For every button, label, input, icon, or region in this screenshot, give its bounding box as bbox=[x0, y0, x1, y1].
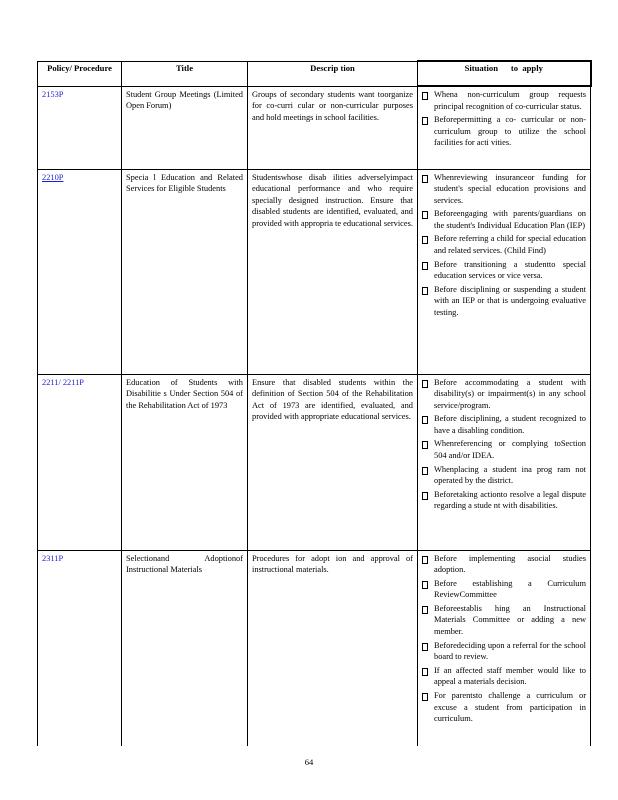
policy-id: 2211/ 2211P bbox=[38, 374, 122, 550]
situation-item: Beforeestablis hing an Instructional Materials Committee or adding a new member. bbox=[422, 603, 586, 638]
policy-situations bbox=[418, 86, 591, 169]
table-row bbox=[38, 169, 591, 374]
policy-title: Student Group Meetings (Limited Open Forum) bbox=[122, 86, 248, 169]
situation-item: Before transitioning a studentto special education services or vice versa. bbox=[422, 259, 586, 282]
checkbox-bullet-icon bbox=[422, 262, 428, 270]
policy-description: Studentswhose disab ilities adverselyimpact educational performance and who require specially designed instruction. Ensure that disabled students are identified, evaluated, and provided with appropria te educational services. bbox=[248, 169, 418, 374]
situation-item: Before disciplining, a student recognized to have a disabling condition. bbox=[422, 413, 586, 436]
checkbox-bullet-icon bbox=[422, 211, 428, 219]
situation-item: Whena non-curriculum group requests principal recognition of co-curricular status. bbox=[422, 89, 586, 112]
header-description: Descrip tion bbox=[248, 61, 418, 86]
situation-item: Before accommodating a student with disability(s) or impairment(s) in any school service/program. bbox=[422, 377, 586, 412]
header-situation: Situation to apply bbox=[418, 61, 591, 86]
checkbox-bullet-icon bbox=[422, 693, 428, 701]
policy-title: Specia l Education and Related Services for Eligible Students bbox=[122, 169, 248, 374]
checkbox-bullet-icon bbox=[422, 175, 428, 183]
checkbox-bullet-icon bbox=[422, 467, 428, 475]
situation-item: Before referring a child for special education and related services. (Child Find) bbox=[422, 233, 586, 256]
page-number: 64 bbox=[304, 757, 314, 767]
header-title: Title bbox=[122, 61, 248, 86]
policy-situations bbox=[418, 169, 591, 374]
table-row bbox=[38, 374, 591, 550]
checkbox-bullet-icon bbox=[422, 287, 428, 295]
situation-item: Whenreferencing or complying toSection 504 and/or IDEA. bbox=[422, 438, 586, 461]
checkbox-bullet-icon bbox=[422, 380, 428, 388]
situation-item: Before implementing asocial studies adoption. bbox=[422, 553, 586, 576]
situation-item: Whenplacing a student ina prog ram not operated by the district. bbox=[422, 464, 586, 487]
checkbox-bullet-icon bbox=[422, 416, 428, 424]
policy-title: Selectionand Adoptionof Instructional Materials bbox=[122, 550, 248, 746]
policy-link[interactable]: 2210P bbox=[42, 172, 64, 182]
situation-item: Before establishing a Curriculum ReviewCommittee bbox=[422, 578, 586, 601]
situation-item: Before disciplining or suspending a student with an IEP or that is undergoing evaluative testing. bbox=[422, 284, 586, 319]
table-row bbox=[38, 550, 591, 746]
policy-description: Ensure that disabled students within the definition of Section 504 of the Rehabilitation Act of 1973 are identified, evaluated, and provided with appropriate educational services. bbox=[248, 374, 418, 550]
policy-description: Procedures for adopt ion and approval of instructional materials. bbox=[248, 550, 418, 746]
checkbox-bullet-icon bbox=[422, 92, 428, 100]
policy-id: 2311P bbox=[38, 550, 122, 746]
checkbox-bullet-icon bbox=[422, 236, 428, 244]
policy-description: Groups of secondary students want toorganize for co-curri cular or non-curricular purposes and hold meetings in school facilities. bbox=[248, 86, 418, 169]
situation-item: Beforeengaging with parents/guardians on the student's Individual Education Plan (IEP) bbox=[422, 208, 586, 231]
policy-id: 2153P bbox=[38, 86, 122, 169]
checkbox-bullet-icon bbox=[422, 117, 428, 125]
policy-situations bbox=[418, 550, 591, 746]
header-policy: Policy/ Procedure bbox=[38, 61, 122, 86]
policy-situations bbox=[418, 374, 591, 550]
checkbox-bullet-icon bbox=[422, 668, 428, 676]
checkbox-bullet-icon bbox=[422, 581, 428, 589]
policy-title: Education of Students with Disabilitie s Under Section 504 of the Rehabilitation Act of 1973 bbox=[122, 374, 248, 550]
situation-item: For parentsto challenge a curriculum or excuse a student from participation in curriculum. bbox=[422, 690, 586, 725]
situation-item: Beforedeciding upon a referral for the school board to review. bbox=[422, 640, 586, 663]
policy-id bbox=[38, 169, 122, 374]
checkbox-bullet-icon bbox=[422, 441, 428, 449]
situation-item: If an affected staff member would like to appeal a materials decision. bbox=[422, 665, 586, 688]
policy-document bbox=[37, 60, 590, 746]
table-header-row bbox=[38, 61, 591, 86]
table-row bbox=[38, 86, 591, 169]
checkbox-bullet-icon bbox=[422, 643, 428, 651]
policy-table bbox=[37, 60, 592, 746]
situation-item: Beforepermitting a co- curricular or non-curriculum group to utilize the school facilities for acti vities. bbox=[422, 114, 586, 149]
situation-item: Beforetaking actionto resolve a legal dispute regarding a stude nt with disabilities. bbox=[422, 489, 586, 512]
situation-item: Whenreviewing insuranceor funding for student's special education provisions and services. bbox=[422, 172, 586, 207]
checkbox-bullet-icon bbox=[422, 606, 428, 614]
checkbox-bullet-icon bbox=[422, 492, 428, 500]
checkbox-bullet-icon bbox=[422, 556, 428, 564]
